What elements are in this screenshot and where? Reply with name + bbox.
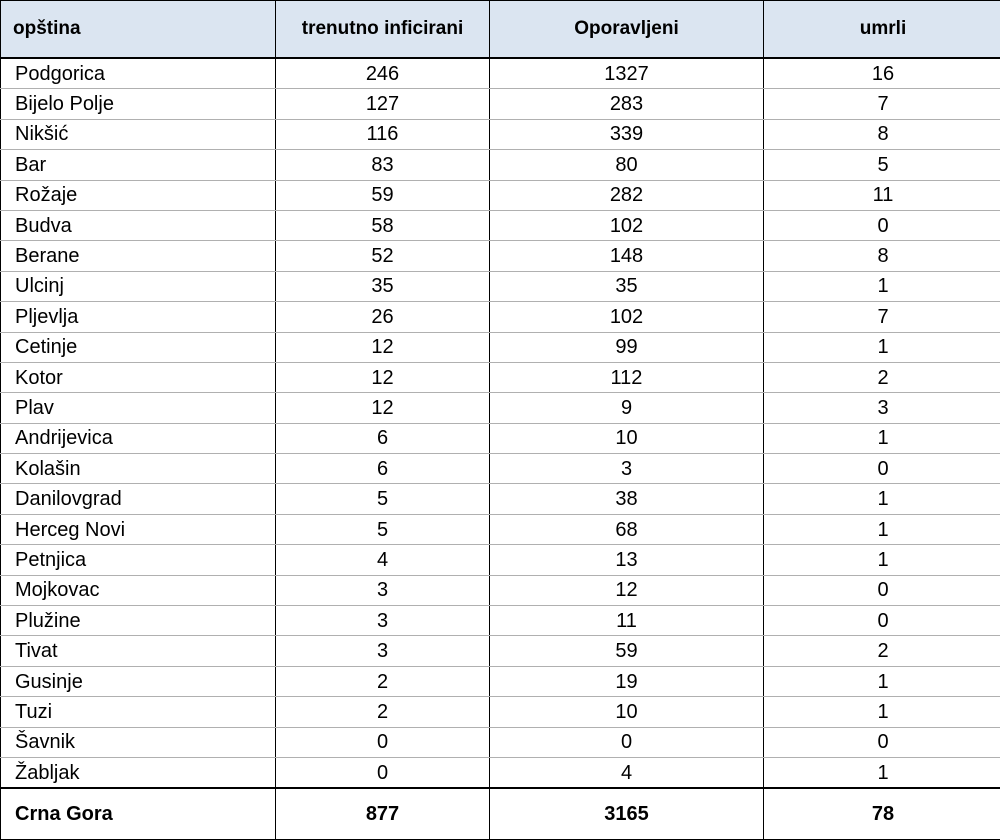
municipality-cell: Šavnik bbox=[1, 727, 276, 757]
table-row bbox=[1, 545, 1000, 575]
died-cell: 1 bbox=[764, 514, 1000, 544]
infected-cell: 2 bbox=[276, 666, 490, 696]
table-row bbox=[1, 271, 1000, 301]
infected-cell: 0 bbox=[276, 727, 490, 757]
died-cell: 7 bbox=[764, 89, 1000, 119]
infected-cell: 35 bbox=[276, 271, 490, 301]
municipality-cell: Tuzi bbox=[1, 697, 276, 727]
recovered-cell: 148 bbox=[490, 241, 764, 271]
municipality-cell: Plužine bbox=[1, 606, 276, 636]
table-row bbox=[1, 393, 1000, 423]
recovered-cell: 0 bbox=[490, 727, 764, 757]
infected-cell: 0 bbox=[276, 757, 490, 788]
infected-cell: 5 bbox=[276, 514, 490, 544]
municipality-cell: Gusinje bbox=[1, 666, 276, 696]
municipality-cell: Mojkovac bbox=[1, 575, 276, 605]
header-died: umrli bbox=[764, 1, 1000, 59]
recovered-cell: 80 bbox=[490, 150, 764, 180]
header-infected: trenutno inficirani bbox=[276, 1, 490, 59]
table-row bbox=[1, 362, 1000, 392]
recovered-cell: 10 bbox=[490, 697, 764, 727]
table-body bbox=[1, 58, 1000, 788]
died-cell: 1 bbox=[764, 332, 1000, 362]
table-row bbox=[1, 666, 1000, 696]
infected-cell: 12 bbox=[276, 393, 490, 423]
recovered-cell: 102 bbox=[490, 302, 764, 332]
municipality-cell: Podgorica bbox=[1, 58, 276, 89]
table-row bbox=[1, 636, 1000, 666]
recovered-cell: 339 bbox=[490, 119, 764, 149]
table-footer bbox=[1, 788, 1000, 840]
infected-cell: 6 bbox=[276, 454, 490, 484]
table-row bbox=[1, 58, 1000, 89]
table-row bbox=[1, 575, 1000, 605]
died-cell: 11 bbox=[764, 180, 1000, 210]
recovered-cell: 35 bbox=[490, 271, 764, 301]
municipality-cell: Andrijevica bbox=[1, 423, 276, 453]
died-cell: 1 bbox=[764, 423, 1000, 453]
municipality-cell: Bijelo Polje bbox=[1, 89, 276, 119]
table-row bbox=[1, 241, 1000, 271]
municipality-cell: Petnjica bbox=[1, 545, 276, 575]
municipality-cell: Žabljak bbox=[1, 757, 276, 788]
infected-cell: 52 bbox=[276, 241, 490, 271]
table-row bbox=[1, 606, 1000, 636]
infected-cell: 3 bbox=[276, 575, 490, 605]
recovered-cell: 282 bbox=[490, 180, 764, 210]
municipality-cell: Kotor bbox=[1, 362, 276, 392]
total-died: 78 bbox=[764, 788, 1000, 840]
recovered-cell: 112 bbox=[490, 362, 764, 392]
infected-cell: 6 bbox=[276, 423, 490, 453]
died-cell: 0 bbox=[764, 575, 1000, 605]
infected-cell: 127 bbox=[276, 89, 490, 119]
died-cell: 7 bbox=[764, 302, 1000, 332]
recovered-cell: 9 bbox=[490, 393, 764, 423]
municipality-cell: Budva bbox=[1, 210, 276, 240]
recovered-cell: 283 bbox=[490, 89, 764, 119]
infected-cell: 83 bbox=[276, 150, 490, 180]
died-cell: 0 bbox=[764, 727, 1000, 757]
died-cell: 1 bbox=[764, 271, 1000, 301]
municipality-cell: Cetinje bbox=[1, 332, 276, 362]
municipality-cell: Plav bbox=[1, 393, 276, 423]
infected-cell: 2 bbox=[276, 697, 490, 727]
table-row bbox=[1, 89, 1000, 119]
infected-cell: 5 bbox=[276, 484, 490, 514]
recovered-cell: 99 bbox=[490, 332, 764, 362]
infected-cell: 12 bbox=[276, 332, 490, 362]
recovered-cell: 10 bbox=[490, 423, 764, 453]
municipality-cell: Pljevlja bbox=[1, 302, 276, 332]
died-cell: 1 bbox=[764, 484, 1000, 514]
table-row bbox=[1, 514, 1000, 544]
infected-cell: 58 bbox=[276, 210, 490, 240]
died-cell: 1 bbox=[764, 666, 1000, 696]
died-cell: 0 bbox=[764, 606, 1000, 636]
table-row bbox=[1, 210, 1000, 240]
died-cell: 0 bbox=[764, 454, 1000, 484]
header-recovered: Oporavljeni bbox=[490, 1, 764, 59]
total-name: Crna Gora bbox=[1, 788, 276, 840]
table-row bbox=[1, 757, 1000, 788]
recovered-cell: 3 bbox=[490, 454, 764, 484]
infected-cell: 116 bbox=[276, 119, 490, 149]
infected-cell: 3 bbox=[276, 606, 490, 636]
died-cell: 0 bbox=[764, 210, 1000, 240]
died-cell: 5 bbox=[764, 150, 1000, 180]
recovered-cell: 102 bbox=[490, 210, 764, 240]
municipality-cell: Nikšić bbox=[1, 119, 276, 149]
municipality-cell: Rožaje bbox=[1, 180, 276, 210]
table-row bbox=[1, 332, 1000, 362]
recovered-cell: 19 bbox=[490, 666, 764, 696]
table-row bbox=[1, 484, 1000, 514]
died-cell: 1 bbox=[764, 697, 1000, 727]
header-municipality: opština bbox=[1, 1, 276, 59]
died-cell: 2 bbox=[764, 636, 1000, 666]
recovered-cell: 68 bbox=[490, 514, 764, 544]
died-cell: 8 bbox=[764, 119, 1000, 149]
total-row bbox=[1, 788, 1000, 840]
municipality-cell: Danilovgrad bbox=[1, 484, 276, 514]
table-row bbox=[1, 150, 1000, 180]
municipality-cell: Kolašin bbox=[1, 454, 276, 484]
died-cell: 1 bbox=[764, 545, 1000, 575]
infected-cell: 26 bbox=[276, 302, 490, 332]
infected-cell: 59 bbox=[276, 180, 490, 210]
infected-cell: 3 bbox=[276, 636, 490, 666]
table-row bbox=[1, 423, 1000, 453]
died-cell: 2 bbox=[764, 362, 1000, 392]
table-row bbox=[1, 697, 1000, 727]
recovered-cell: 13 bbox=[490, 545, 764, 575]
municipality-cell: Ulcinj bbox=[1, 271, 276, 301]
recovered-cell: 12 bbox=[490, 575, 764, 605]
municipality-cell: Tivat bbox=[1, 636, 276, 666]
died-cell: 16 bbox=[764, 58, 1000, 89]
infected-cell: 4 bbox=[276, 545, 490, 575]
table-row bbox=[1, 180, 1000, 210]
recovered-cell: 59 bbox=[490, 636, 764, 666]
table-row bbox=[1, 302, 1000, 332]
recovered-cell: 38 bbox=[490, 484, 764, 514]
recovered-cell: 11 bbox=[490, 606, 764, 636]
total-infected: 877 bbox=[276, 788, 490, 840]
header-row bbox=[1, 1, 1000, 59]
died-cell: 8 bbox=[764, 241, 1000, 271]
municipality-cell: Berane bbox=[1, 241, 276, 271]
table-row bbox=[1, 119, 1000, 149]
recovered-cell: 4 bbox=[490, 757, 764, 788]
died-cell: 3 bbox=[764, 393, 1000, 423]
recovered-cell: 1327 bbox=[490, 58, 764, 89]
total-recovered: 3165 bbox=[490, 788, 764, 840]
municipality-cell: Herceg Novi bbox=[1, 514, 276, 544]
table-row bbox=[1, 727, 1000, 757]
infected-cell: 12 bbox=[276, 362, 490, 392]
table-header bbox=[1, 1, 1000, 59]
died-cell: 1 bbox=[764, 757, 1000, 788]
table-row bbox=[1, 454, 1000, 484]
infected-cell: 246 bbox=[276, 58, 490, 89]
municipality-cell: Bar bbox=[1, 150, 276, 180]
